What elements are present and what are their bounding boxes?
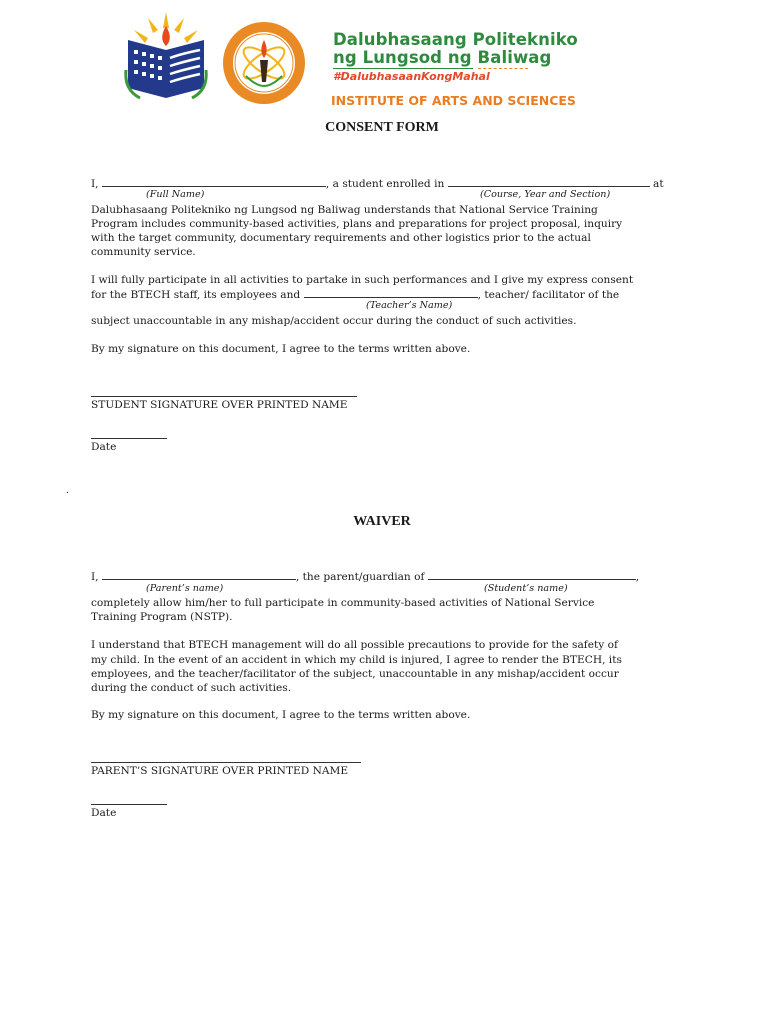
waiver-p2-l2: my child. In the event of an accident in which my child is injured, I agree to render the BTECH, its: [91, 654, 622, 666]
consent-form-title: CONSENT FORM: [325, 120, 439, 135]
caption-teacher: (Teacher’s Name): [366, 300, 453, 311]
university-name: [333, 31, 578, 67]
consent-date-line: [91, 438, 167, 439]
text: , a student enrolled in: [325, 178, 448, 190]
header-rule: [333, 68, 473, 69]
waiver-p3: By my signature on this document, I agree to the terms written above.: [91, 709, 471, 721]
consent-p1-l3: Program includes community-based activities, plans and preparations for project proposal, inquiry: [91, 218, 623, 230]
separator-dot: .: [66, 486, 69, 496]
waiver-line-1: [91, 569, 679, 584]
header-rule-dashes: [478, 68, 528, 69]
waiver-date-line: [91, 804, 167, 805]
parent-signature-line: [91, 762, 361, 763]
consent-p2-l3: subject unaccountable in any mishap/accident occur during the conduct of such activities.: [91, 315, 577, 327]
waiver-title: WAIVER: [353, 514, 411, 529]
university-shield-logo-icon: [120, 10, 212, 102]
university-name-line2: ng Lungsod ng Baliwag: [333, 48, 552, 67]
caption-student: (Student’s name): [484, 583, 568, 594]
institute-name: INSTITUTE OF ARTS AND SCIENCES: [331, 93, 576, 108]
caption-parent: (Parent’s name): [146, 583, 224, 594]
text: I,: [91, 178, 102, 190]
waiver-p2-l1: I understand that BTECH management will do all possible precautions to provide for the safety of: [91, 639, 618, 651]
text: , the parent/guardian of: [295, 571, 428, 583]
parent-signature-label: PARENT’S SIGNATURE OVER PRINTED NAME: [91, 765, 349, 777]
student-name-blank: [428, 569, 636, 580]
waiver-p1-l3: Training Program (NSTP).: [91, 611, 233, 623]
hashtag: #DalubhasaanKongMahal: [333, 70, 490, 83]
consent-p1-l5: community service.: [91, 246, 196, 258]
waiver-p2-l3: employees, and the teacher/facilitator of the subject, unaccountable in any mishap/accident occur: [91, 668, 619, 680]
consent-date-label: Date: [91, 441, 117, 453]
institute-seal-logo-icon: [216, 20, 312, 106]
caption-full-name: (Full Name): [146, 189, 205, 200]
consent-p2-l1: I will fully participate in all activities to partake in such performances and I give my express consent: [91, 274, 634, 286]
consent-p1-l4: with the target community, documentary requirements and other logistics prior to the actual: [91, 232, 591, 244]
text: I,: [91, 571, 102, 583]
text: for the BTECH staff, its employees and: [91, 289, 304, 301]
caption-course: (Course, Year and Section): [480, 189, 611, 200]
text: at: [649, 178, 664, 190]
university-name-line1: Dalubhasaang Politekniko: [333, 30, 578, 49]
parent-name-blank: [102, 569, 296, 580]
course-blank: [448, 176, 650, 187]
consent-p3: By my signature on this document, I agree to the terms written above.: [91, 343, 471, 355]
waiver-date-label: Date: [91, 807, 117, 819]
text: ,: [635, 571, 640, 583]
waiver-p2-l4: during the conduct of such activities.: [91, 682, 292, 694]
text: , teacher/ facilitator of the: [477, 289, 620, 301]
teacher-name-blank: [304, 287, 478, 298]
waiver-p1-l2: completely allow him/her to full participate in community-based activities of National Service: [91, 597, 595, 609]
student-signature-line: [91, 396, 357, 397]
consent-p1-l2: Dalubhasaang Politekniko ng Lungsod ng Baliwag understands that National Service Training: [91, 204, 598, 216]
full-name-blank: [102, 176, 326, 187]
student-signature-label: STUDENT SIGNATURE OVER PRINTED NAME: [91, 399, 348, 411]
